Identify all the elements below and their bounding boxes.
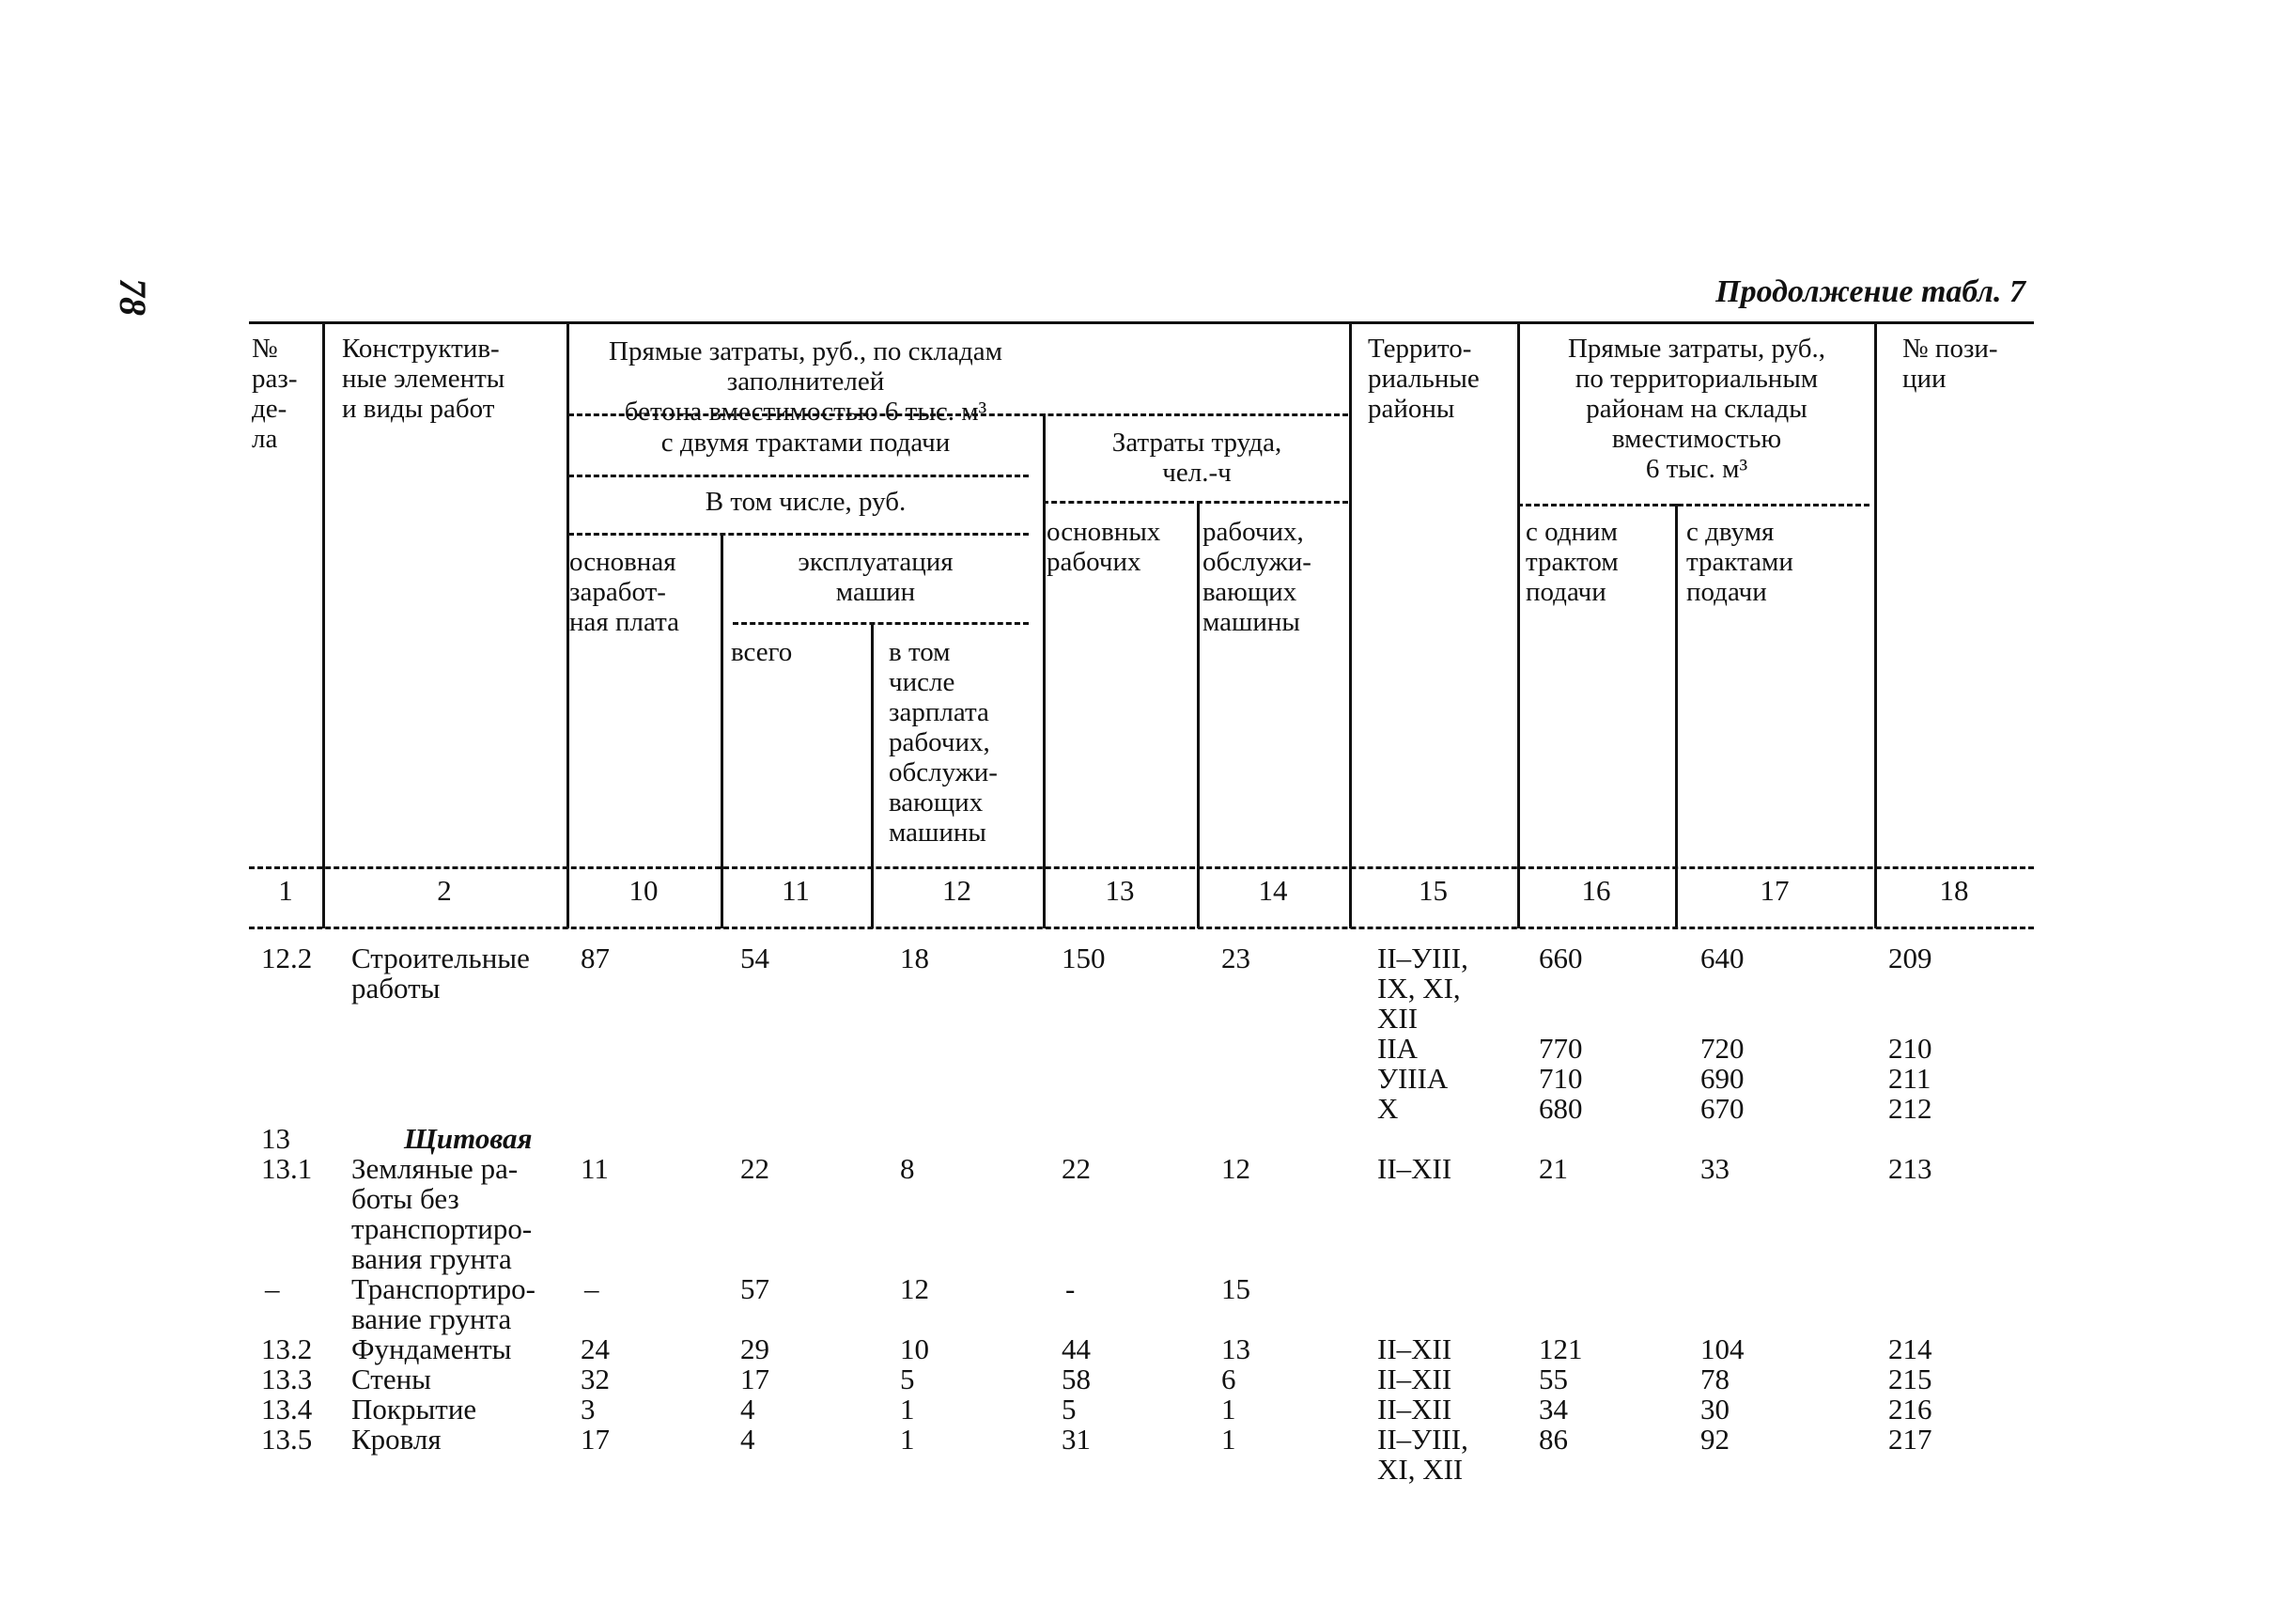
- cell-col13: 44: [1062, 1332, 1091, 1365]
- cell-col10: 32: [581, 1363, 610, 1395]
- col-divider-17-18: [1874, 321, 1877, 928]
- header-col16: с одним трактом подачи: [1526, 517, 1619, 607]
- rule-under-machines: [733, 622, 1029, 625]
- cell-position: 213: [1888, 1152, 1932, 1185]
- col-divider-12-13: [1043, 413, 1046, 928]
- cell-position: 216: [1888, 1393, 1932, 1425]
- cell-col11: 17: [740, 1363, 769, 1395]
- cell-col12: 12: [900, 1272, 929, 1305]
- column-number: 10: [628, 874, 659, 907]
- cell-col17: 92: [1700, 1423, 1730, 1456]
- header-col17: с двумя трактами подачи: [1686, 517, 1793, 607]
- column-number: 1: [278, 874, 293, 907]
- header-labor: Затраты труда, чел.-ч: [1111, 428, 1282, 488]
- cell-col16: 21: [1539, 1152, 1568, 1185]
- col-divider-1-2: [322, 321, 325, 928]
- header-direct-costs: Прямые затраты, руб., по складам заполнителей бетона вместимостью 6 тыс. м³: [609, 336, 1002, 427]
- cell-col13: 5: [1062, 1393, 1077, 1425]
- cell-col11: 54: [740, 942, 769, 974]
- cell-col10: 87: [581, 942, 610, 974]
- cell-col14: 12: [1221, 1152, 1250, 1185]
- column-number: 15: [1419, 874, 1448, 907]
- cell-col12: 1: [900, 1423, 915, 1456]
- cell-col14: 1: [1221, 1393, 1236, 1425]
- cell-col12: 5: [900, 1363, 915, 1395]
- col-divider-16-17: [1675, 504, 1678, 928]
- cell-section: 13.4: [261, 1393, 313, 1425]
- cell-element: Стены: [351, 1363, 431, 1395]
- cell-col10: –: [584, 1272, 599, 1305]
- cell-section: 12.2: [261, 942, 313, 974]
- cell-element: Фундаменты: [351, 1332, 512, 1365]
- cell-col10: 3: [581, 1393, 596, 1425]
- cell-position: 214: [1888, 1332, 1932, 1365]
- cell-col16: 121: [1539, 1332, 1583, 1365]
- column-number: 18: [1939, 874, 1969, 907]
- cell-element: Земляные ра- боты без транспортиро- вания грунта: [351, 1152, 533, 1275]
- cell-col11: 4: [740, 1393, 755, 1425]
- column-number: 2: [437, 874, 452, 907]
- cell-section: 13.5: [261, 1423, 313, 1456]
- header-col18: № пози- ции: [1902, 334, 1998, 394]
- cell-position: 209 210 211 212: [1888, 942, 1932, 1125]
- cell-section: 13.1: [261, 1152, 313, 1185]
- cell-col17: 30: [1700, 1393, 1730, 1425]
- cell-col14: 13: [1221, 1332, 1250, 1365]
- page-number: 78: [112, 278, 154, 316]
- cell-region: II–XII: [1377, 1152, 1452, 1185]
- cell-element: Покрытие: [351, 1393, 477, 1425]
- table-top-rule: [249, 321, 2034, 324]
- column-number: 11: [782, 874, 810, 907]
- cell-col12: 18: [900, 942, 929, 974]
- cell-section: –: [265, 1272, 280, 1305]
- header-col13: основных рабочих: [1047, 517, 1161, 577]
- header-col12: в том числе зарплата рабочих, обслужи- вающих машины: [889, 637, 998, 848]
- header-section-number: № раз- де- ла: [252, 334, 298, 454]
- cell-position: 215: [1888, 1363, 1932, 1395]
- cell-col14: 6: [1221, 1363, 1236, 1395]
- cell-col17: 33: [1700, 1152, 1730, 1185]
- cell-col13: 58: [1062, 1363, 1091, 1395]
- cell-col16: 55: [1539, 1363, 1568, 1395]
- cell-col14: 23: [1221, 942, 1250, 974]
- cell-region: II–XII: [1377, 1363, 1452, 1395]
- header-regional: Прямые затраты, руб., по территориальным районам на склады вместимостью 6 тыс. м³: [1567, 334, 1826, 484]
- cell-col16: 86: [1539, 1423, 1568, 1456]
- col-divider-13-14: [1197, 501, 1200, 928]
- cell-region: II–XII: [1377, 1393, 1452, 1425]
- cell-col14: 1: [1221, 1423, 1236, 1456]
- cell-section: 13.2: [261, 1332, 313, 1365]
- cell-col11: 29: [740, 1332, 769, 1365]
- cell-col16: 660 770 710 680: [1539, 942, 1583, 1125]
- cell-col13: 31: [1062, 1423, 1091, 1456]
- header-elements: Конструктив- ные элементы и виды работ: [342, 334, 505, 424]
- col-divider-14-15: [1349, 321, 1352, 928]
- cell-col16: 34: [1539, 1393, 1568, 1425]
- rule-under-regional: [1517, 504, 1869, 506]
- cell-section-title: Щитовая: [404, 1122, 533, 1155]
- cell-col13: 150: [1062, 942, 1106, 974]
- cell-position: 217: [1888, 1423, 1932, 1456]
- rule-under-labor: [1043, 501, 1348, 504]
- rule-under-including: [568, 533, 1029, 536]
- header-col14: рабочих, обслужи- вающих машины: [1202, 517, 1311, 637]
- cell-col11: 57: [740, 1272, 769, 1305]
- column-number: 13: [1105, 874, 1135, 907]
- cell-col10: 24: [581, 1332, 610, 1365]
- header-col10: основная заработ- ная плата: [569, 547, 679, 637]
- cell-col17: 78: [1700, 1363, 1730, 1395]
- cell-col13: 22: [1062, 1152, 1091, 1185]
- cell-col11: 4: [740, 1423, 755, 1456]
- cell-element: Кровля: [351, 1423, 442, 1456]
- header-including: В том числе, руб.: [705, 487, 907, 517]
- column-number: 14: [1258, 874, 1288, 907]
- rule-above-column-numbers: [249, 866, 2034, 869]
- rule-below-column-numbers: [249, 927, 2034, 929]
- table-caption: Продолжение табл. 7: [1715, 274, 2025, 309]
- cell-col12: 8: [900, 1152, 915, 1185]
- header-col15: Террито- риальные районы: [1368, 334, 1480, 424]
- cell-region: II–XII: [1377, 1332, 1452, 1365]
- header-machines: эксплуатация машин: [798, 547, 954, 607]
- cell-col17: 640 720 690 670: [1700, 942, 1745, 1125]
- cell-region: II–УIII, XI, XII: [1377, 1423, 1468, 1486]
- header-col11: всего: [731, 637, 793, 667]
- cell-section: 13: [261, 1122, 290, 1155]
- cell-col12: 1: [900, 1393, 915, 1425]
- cell-col13: -: [1065, 1272, 1076, 1305]
- cell-col10: 11: [581, 1152, 609, 1185]
- column-number: 16: [1581, 874, 1611, 907]
- cell-element: Строительные работы: [351, 942, 530, 1005]
- rule-under-two-tracts: [568, 475, 1029, 477]
- column-number: 17: [1760, 874, 1790, 907]
- cell-col17: 104: [1700, 1332, 1745, 1365]
- cell-section: 13.3: [261, 1363, 313, 1395]
- cell-col10: 17: [581, 1423, 610, 1456]
- header-two-tracts: с двумя трактами подачи: [660, 428, 951, 458]
- column-number: 12: [942, 874, 971, 907]
- cell-col12: 10: [900, 1332, 929, 1365]
- cell-col11: 22: [740, 1152, 769, 1185]
- cell-region: II–УIII, IX, XI, XII IIA УIIIA X: [1377, 942, 1468, 1125]
- cell-col14: 15: [1221, 1272, 1250, 1305]
- cell-element: Транспортиро- вание грунта: [351, 1272, 536, 1335]
